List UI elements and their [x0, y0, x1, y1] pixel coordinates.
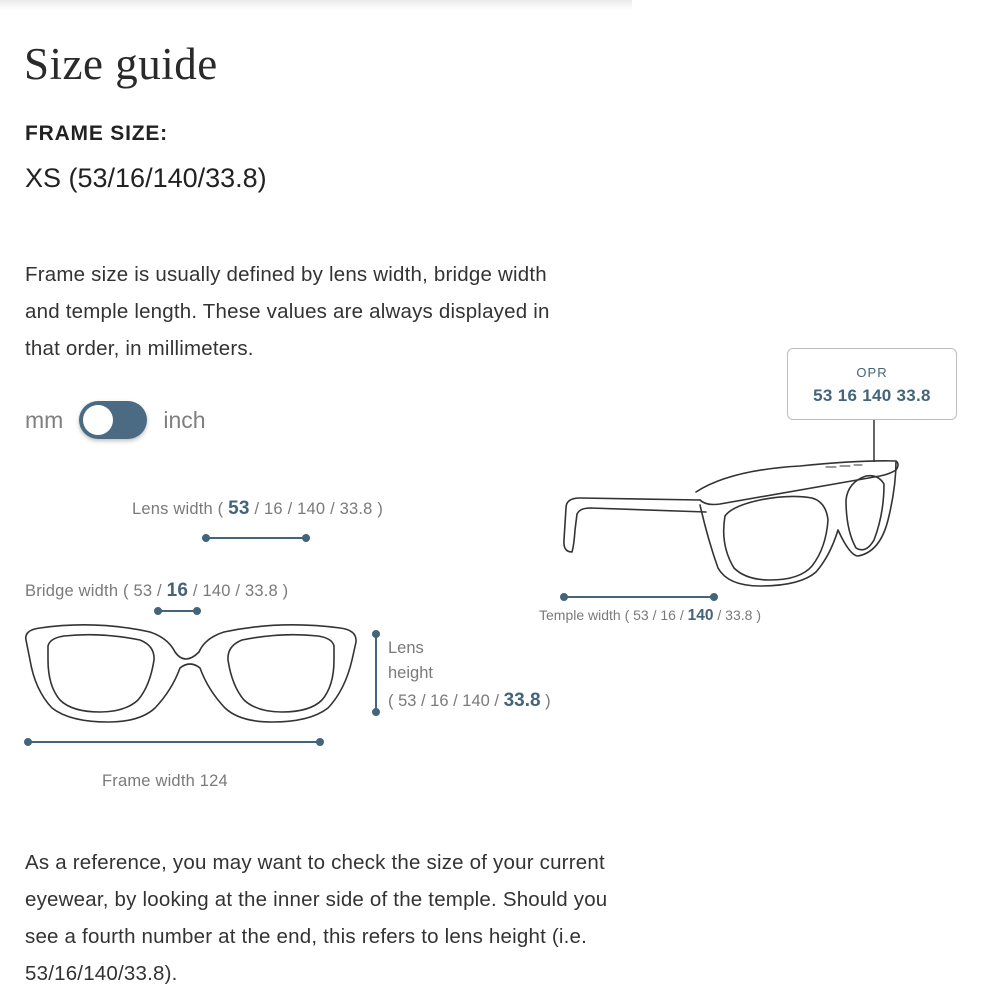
- temple-callout: [787, 348, 957, 420]
- unit-mm-label[interactable]: mm: [25, 406, 64, 433]
- reference-paragraph: As a reference, you may want to check the size of your current eyewear, by looking at the inner side of the temple. Should you see a fourth number at the end, this refers to lens height (i.e. 53/16/140/33.8).: [25, 851, 608, 985]
- bridge-width-label: Bridge width ( 53 / 16 / 140 / 33.8 ): [25, 580, 289, 601]
- temple-width-label: Temple width ( 53 / 16 / 140 / 33.8 ): [539, 607, 761, 624]
- frame-width-label: Frame width 124: [102, 772, 228, 790]
- glasses-side-icon: [564, 461, 898, 586]
- lens-width-label: Lens width ( 53 / 16 / 140 / 33.8 ): [132, 498, 384, 519]
- bridge-width-value: 16: [166, 580, 189, 601]
- bridge-width-measure: [155, 608, 201, 615]
- temple-width-value: 140: [687, 607, 714, 624]
- temple-width-measure: [561, 594, 718, 601]
- lens-width-measure: [203, 535, 310, 542]
- frame-width-measure: [25, 739, 324, 746]
- lens-height-value: 33.8: [503, 690, 541, 711]
- lens-height-label: Lens height: [388, 639, 433, 682]
- unit-inch-label[interactable]: inch: [163, 406, 206, 433]
- page-title: Size guide: [24, 39, 218, 90]
- callout-brand: OPR: [856, 365, 888, 380]
- lens-height-values: ( 53 / 16 / 140 / 33.8 ): [388, 690, 551, 711]
- intro-paragraph: Frame size is usually defined by lens width, bridge width and temple length. These values are always displayed in that order, in millimeters.: [25, 263, 550, 360]
- callout-values: 53 16 140 33.8: [813, 386, 931, 405]
- frame-size-label: FRAME SIZE:: [25, 122, 168, 145]
- lens-height-measure: [373, 631, 380, 716]
- glasses-front-icon: [26, 625, 356, 722]
- frame-size-value: XS (53/16/140/33.8): [25, 163, 267, 193]
- lens-width-value: 53: [228, 498, 250, 519]
